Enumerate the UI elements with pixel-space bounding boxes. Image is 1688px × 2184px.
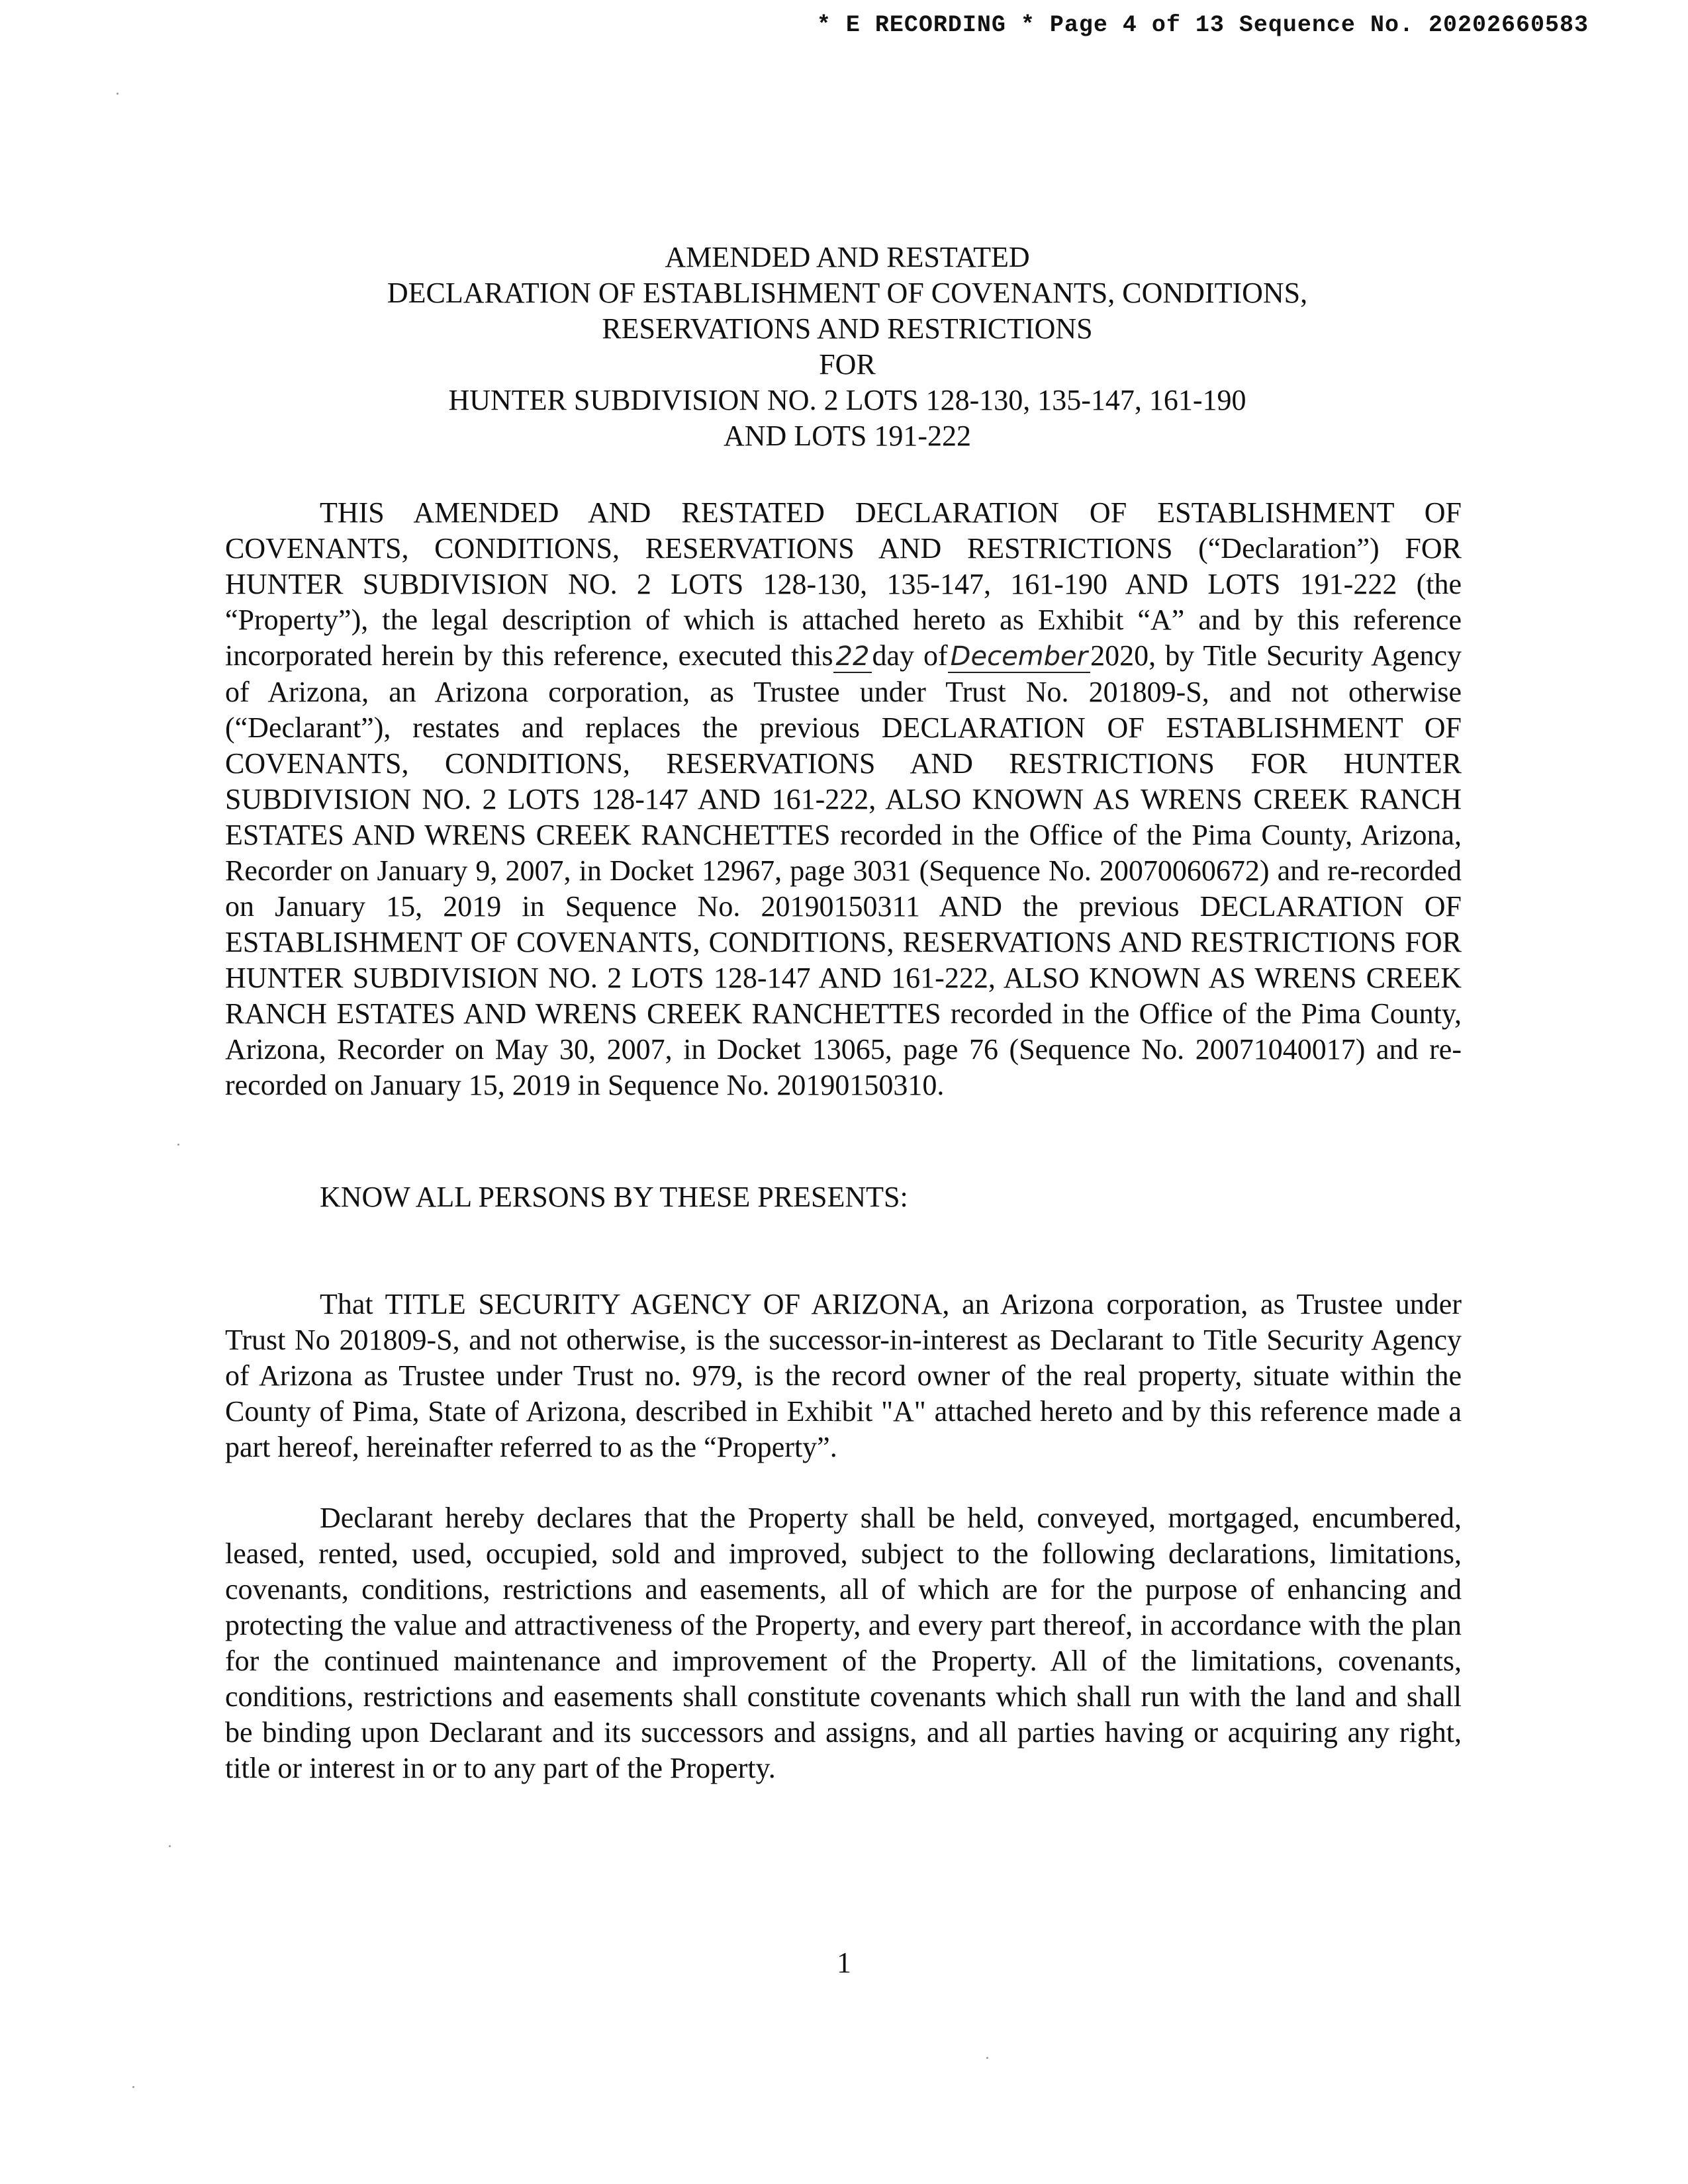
intro-day-of: day of [872, 639, 948, 672]
title-line: AMENDED AND RESTATED [665, 241, 1030, 273]
title-line: HUNTER SUBDIVISION NO. 2 LOTS 128-130, 135-147, 161-190 [448, 384, 1246, 416]
scan-speck [986, 2057, 988, 2059]
document-title [225, 240, 1470, 454]
body-paragraph: Declarant hereby declares that the Property shall be held, conveyed, mortgaged, encumbered, leased, rented, used, occupied, sold and improved, subject to the following declarations, limitations, covenants, conditions, restrictions and easements, all of which are for the purpose of enhancing and protecting the value and attractiveness of the Property, and every part thereof, in accordance with the plan for the continued maintenance and improvement of the Property. All of the limitations, covenants, conditions, restrictions and easements shall constitute covenants which shall run with the land and shall be binding upon Declarant and its successors and assigns, and all parties having or acquiring any right, title or interest in or to any part of the Property. [225, 1502, 1462, 1784]
scan-speck [169, 1845, 171, 1847]
title-line: FOR [819, 348, 876, 381]
intro-text-start: THIS AMENDED AND RESTATED DECLARATION OF ESTABLISHMENT OF COVENANTS, CONDITIONS, RESERVATIONS AND RESTRICTIONS (“Declaration”) FOR HUNTER SUBDIVISION NO. 2 LOTS 128-130, 135-147, 161-190 AND LOTS 191-222 (the “Property”), the legal description of which is attached hereto as Exhibit “A” and by this reference incorporated herein by this reference, executed this [225, 496, 1462, 672]
title-line: DECLARATION OF ESTABLISHMENT OF COVENANTS, CONDITIONS, [387, 277, 1308, 309]
title-line: RESERVATIONS AND RESTRICTIONS [602, 312, 1093, 345]
scan-speck [117, 93, 118, 95]
handwritten-month: December [948, 641, 1090, 673]
scan-speck [177, 1144, 179, 1146]
know-all-heading: KNOW ALL PERSONS BY THESE PRESENTS: [320, 1181, 908, 1213]
recording-stamp: * E RECORDING * Page 4 of 13 Sequence No. 20202660583 [816, 12, 1589, 38]
title-line: AND LOTS 191-222 [724, 420, 971, 452]
page-number: 1 [837, 1946, 851, 1979]
intro-paragraph [225, 495, 1462, 1103]
intro-text-end: 2020, by Title Security Agency of Arizona, an Arizona corporation, as Trustee under Trust No. 201809-S, and not otherwise (“Declarant”), restates and replaces the previous DECLARATION OF ESTABLISHMENT OF COVENANTS, CONDITIONS, RESERVATIONS AND RESTRICTIONS FOR HUNTER SUBDIVISION NO. 2 LOTS 128-147 AND 161-222, ALSO KNOWN AS WRENS CREEK RANCH ESTATES AND WRENS CREEK RANCHETTES recorded in the Office of the Pima County, Arizona, Recorder on January 9, 2007, in Docket 12967, page 3031 (Sequence No. 20070060672) and re-recorded on January 15, 2019 in Sequence No. 20190150311 AND the previous DECLARATION OF ESTABLISHMENT OF COVENANTS, CONDITIONS, RESERVATIONS AND RESTRICTIONS FOR HUNTER SUBDIVISION NO. 2 LOTS 128-147 AND 161-222, ALSO KNOWN AS WRENS CREEK RANCH ESTATES AND WRENS CREEK RANCHETTES recorded in the Office of the Pima County, Arizona, Recorder on May 30, 2007, in Docket 13065, page 76 (Sequence No. 20071040017) and re-recorded on January 15, 2019 in Sequence No. 20190150310. [225, 639, 1462, 1101]
body-paragraph: That TITLE SECURITY AGENCY OF ARIZONA, an Arizona corporation, as Trustee under Trust No 201809-S, and not otherwise, is the successor-in-interest as Declarant to Title Security Agency of Arizona as Trustee under Trust no. 979, is the record owner of the real property, situate within the County of Pima, State of Arizona, described in Exhibit "A" attached hereto and by this reference made a part hereof, hereinafter referred to as the “Property”. [225, 1288, 1462, 1463]
handwritten-day: 22 [833, 641, 872, 673]
scan-speck [132, 2086, 134, 2088]
